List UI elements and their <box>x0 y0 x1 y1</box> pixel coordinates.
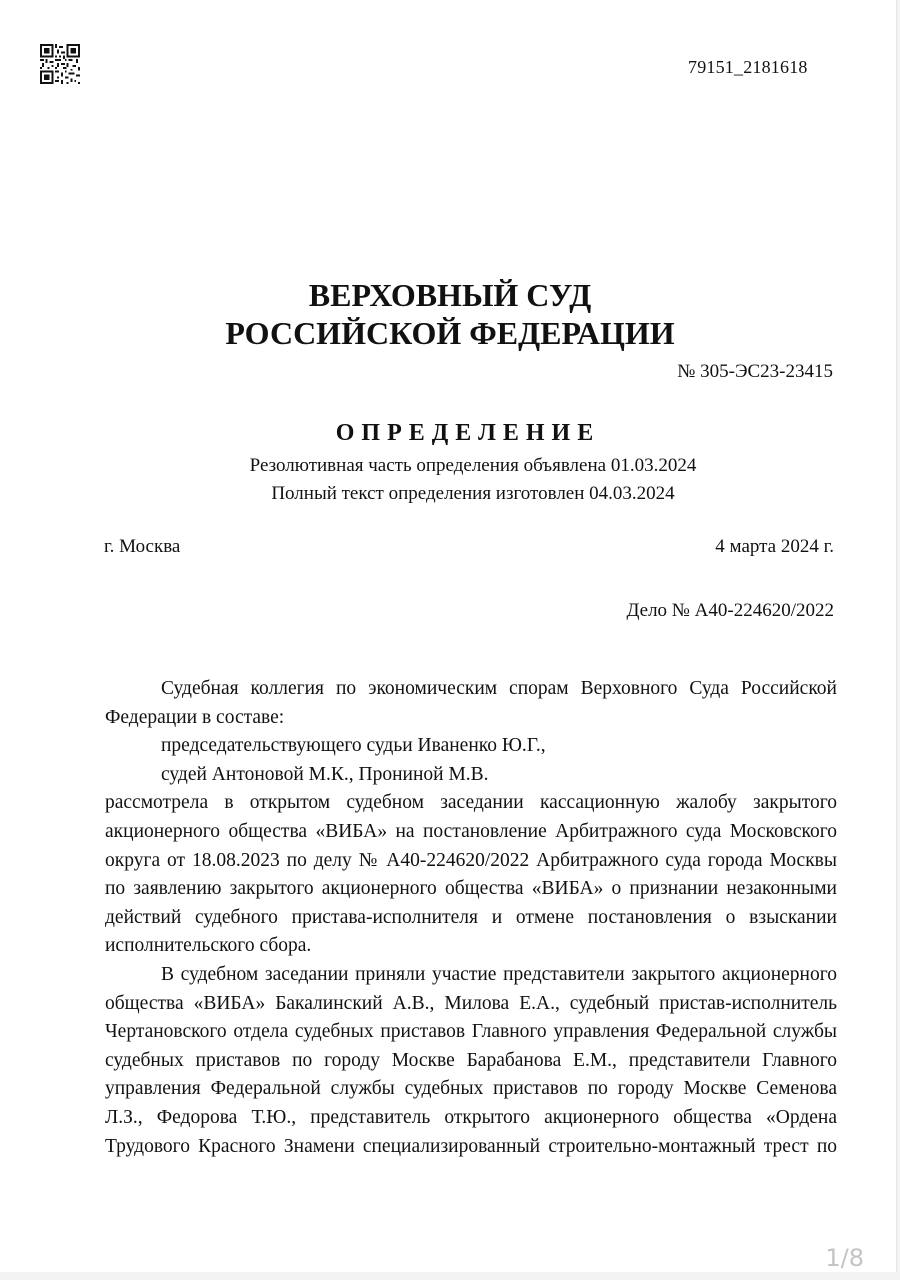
document-id: 79151_2181618 <box>688 57 808 77</box>
paragraph-considered: рассмотрела в открытом судебном заседании кассационную жалобу закрытого акционерного общества «ВИБА» на постановление Арбитражного суда Московского округа от 18.08.2023 по делу № А40-224620/2022 Арбитражного суда города Москвы по заявлению закрытого акционерного общества «ВИБА» о признании незаконными действий судебного пристава-исполнителя и отмене постановления о взыскании исполнительского сбора. <box>105 792 837 957</box>
page-indicator: 1/8 <box>825 1244 864 1272</box>
operative-part-date: Резолютивная часть определения объявлена 01.03.2024 <box>249 455 697 476</box>
court-name-line2: РОССИЙСКОЙ ФЕДЕРАЦИИ <box>225 315 675 351</box>
qr-code-icon <box>40 44 80 84</box>
document-date: 4 марта 2024 г. <box>715 536 834 557</box>
document-heading: ОПРЕДЕЛЕНИЕ <box>335 420 601 446</box>
paragraph-panel: Судебная коллегия по экономическим спорам Верховного Суда Российской Федерации в составе: <box>105 678 837 728</box>
paragraph-participants: В судебном заседании приняли участие представители закрытого акционерного общества «ВИБА» Бакалинский А.В., Милова Е.А., судебный пристав-исполнитель Чертановского отдела судебных приставов Главного управления Федеральной службы судебных приставов по городу Москве Барабанова Е.М., представители Главного управления Федеральной службы судебных приставов по городу Москве Семенова Л.З., Федорова Т.Ю., представитель открытого акционерного общества «Ордена Трудового Красного Знамени специализированный строительно-монтажный трест по <box>105 963 837 1157</box>
registration-number: № 305-ЭС23-23415 <box>677 361 833 382</box>
full-text-date: Полный текст определения изготовлен 04.03.2024 <box>271 483 675 504</box>
case-number: Дело № А40-224620/2022 <box>626 600 834 621</box>
paragraph-presiding-judge: председательствующего судьи Иваненко Ю.Г., <box>161 735 546 757</box>
city: г. Москва <box>104 536 181 557</box>
paragraph-judges: судей Антоновой М.К., Прониной М.В. <box>161 763 489 785</box>
document-body <box>105 675 837 1161</box>
court-name-line1: ВЕРХОВНЫЙ СУД <box>308 277 592 313</box>
